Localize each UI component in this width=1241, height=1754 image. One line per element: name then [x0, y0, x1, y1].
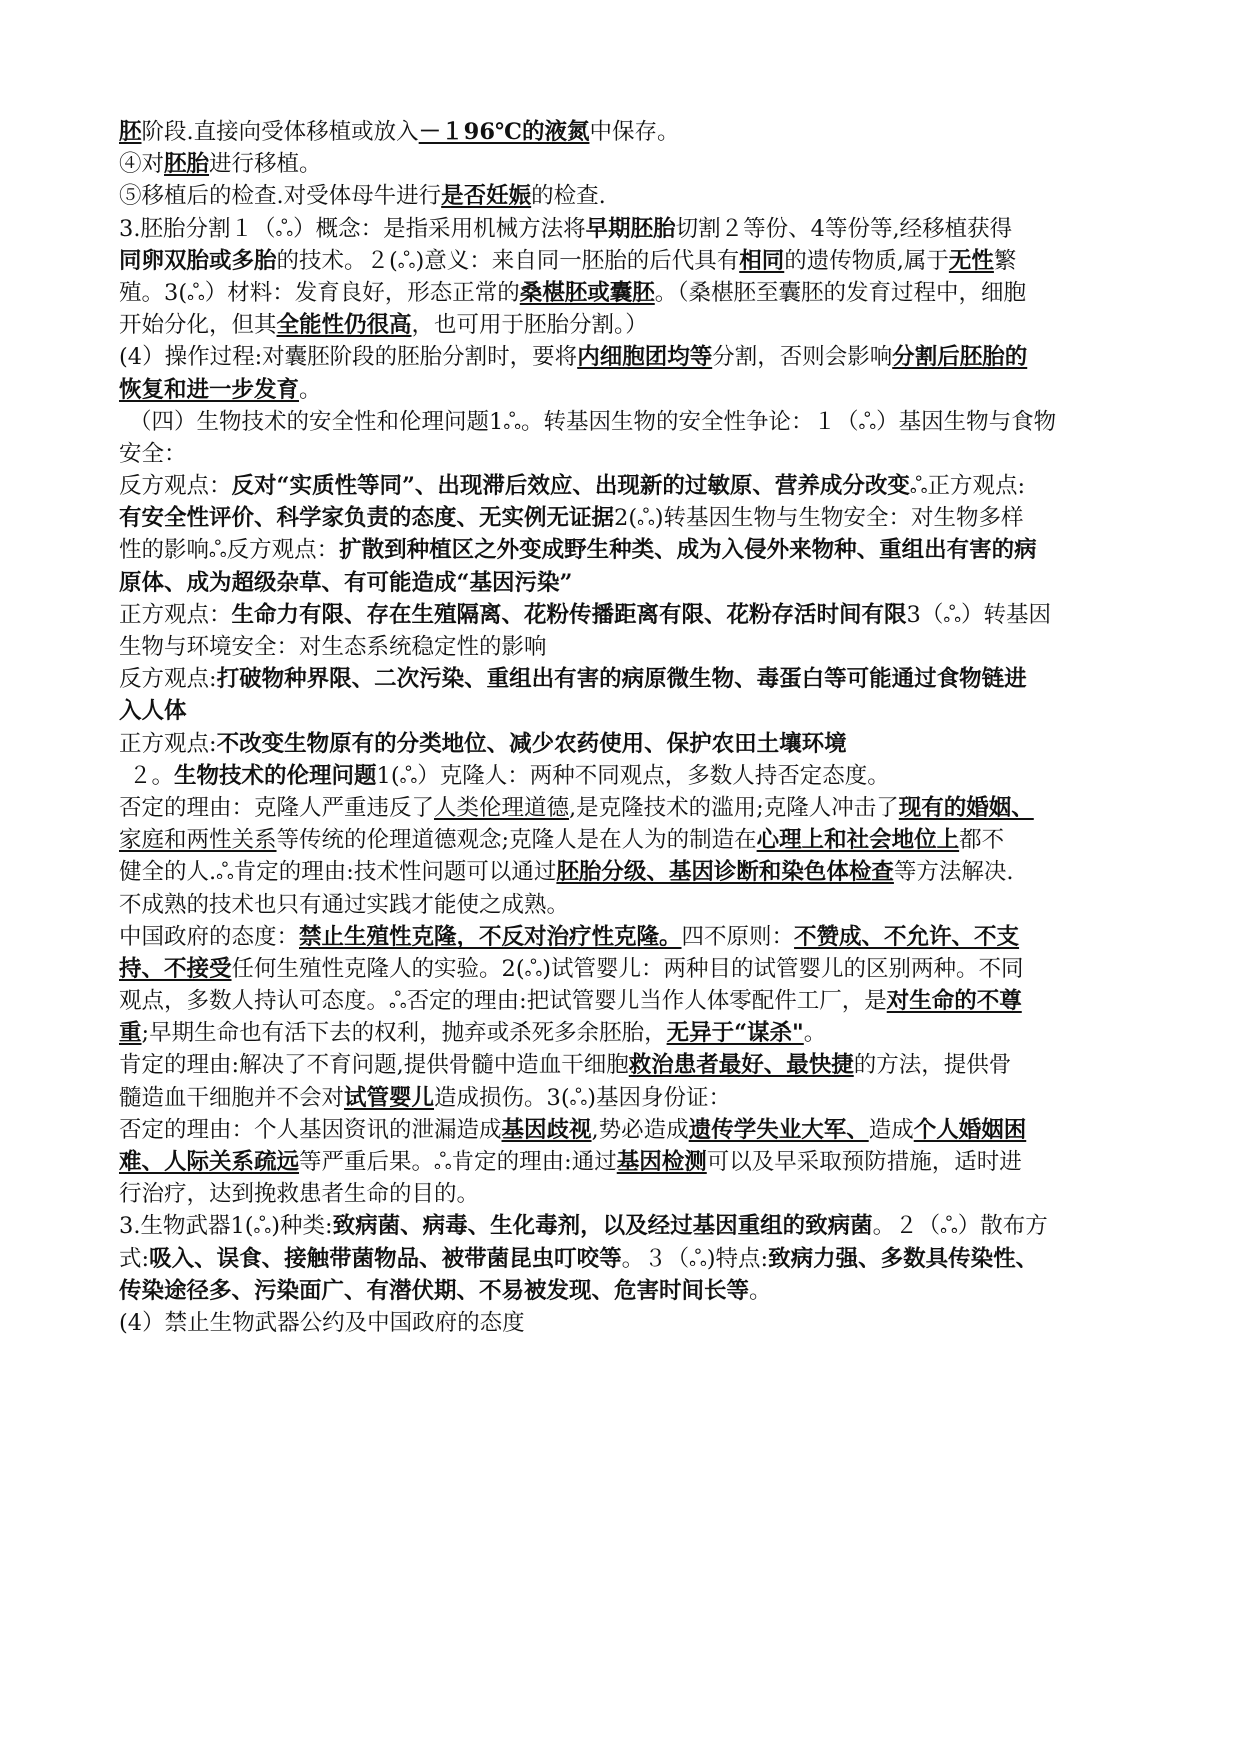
emphasized-text: 对生命的不尊	[886, 988, 1022, 1015]
text-line	[119, 663, 1129, 695]
text-segment: 生物与环境安全：对生态系统稳定性的影响	[119, 634, 547, 660]
text-segment: 任何生殖性克隆人的实验。2(ஃ)试管婴儿：两种目的试管婴儿的区别两种。不同	[231, 955, 1024, 982]
text-line	[119, 1210, 1129, 1242]
emphasized-text: 试管婴儿	[344, 1084, 435, 1111]
emphasized-text: 致病菌、病毒、生化毒剂，以及经过基因重组的致病菌	[332, 1213, 873, 1240]
text-segment: （四）生物技术的安全性和伦理问题1ஃ。转基因生物的安全性争论：１（ஃ）基因生物与食物	[129, 408, 1057, 435]
text-segment: 正方观点:	[119, 730, 217, 757]
emphasized-text: 生命力有限、存在生殖隔离、花粉传播距离有限、花粉存活时间有限	[231, 601, 907, 628]
text-segment: 繁	[993, 247, 1017, 274]
text-segment: 行治疗，达到挽救患者生命的目的。	[119, 1181, 480, 1208]
emphasized-text: －１96℃的液氮	[418, 119, 590, 145]
text-line	[119, 534, 1129, 566]
text-segment: 都不	[959, 827, 1005, 854]
emphasized-text: 无异于“谋杀"	[666, 1020, 804, 1047]
text-line	[119, 921, 1129, 953]
text-line	[119, 1146, 1129, 1178]
text-segment: 1(ஃ）克隆人：两种不同观点，多数人持否定态度。	[376, 762, 890, 789]
text-line	[119, 470, 1129, 502]
emphasized-text: 是否妊娠	[441, 183, 532, 210]
emphasized-text: 个人婚姻困	[913, 1116, 1027, 1143]
text-segment: 安全：	[119, 440, 187, 467]
emphasized-text: 重	[119, 1020, 142, 1047]
emphasized-text: 禁止生殖性克隆，不反对治疗性克隆。	[299, 923, 682, 950]
emphasized-text: 相同	[739, 247, 785, 274]
text-line	[119, 213, 1129, 245]
emphasized-text: 家庭和两性关系	[119, 827, 277, 854]
text-segment: 髓造血干细胞并不会对	[119, 1084, 345, 1111]
text-line	[119, 567, 1129, 599]
emphasized-text: 原体、成为超级杂草、有可能造成“基因污染”	[119, 569, 573, 596]
text-segment: 。	[299, 376, 322, 403]
emphasized-text: 分割后胚胎的	[892, 344, 1028, 371]
emphasized-text: 基因检测	[616, 1149, 707, 1175]
emphasized-text: 有安全性评价、科学家负责的态度、无实例无证据	[119, 505, 615, 532]
text-segment: 切割２等份、4等份等,经移植获得	[675, 215, 1013, 242]
text-segment: ，也可用于胚胎分割。）	[411, 312, 648, 339]
text-segment: 进行移植。	[209, 151, 322, 178]
text-line	[119, 309, 1129, 341]
emphasized-text: 入人体	[119, 698, 187, 725]
text-segment: 的检查.	[531, 183, 606, 210]
emphasized-text: 持、不接受	[119, 955, 232, 982]
text-segment: 。（桑椹胚至囊胚的发育过程中，细胞	[654, 279, 1027, 306]
emphasized-text: 胚胎分级、基因诊断和染色体检查	[556, 859, 894, 886]
text-segment: 等严重后果。ஃ肯定的理由:通过	[299, 1149, 617, 1175]
emphasized-text: 桑椹胚或囊胚	[519, 279, 655, 306]
text-line	[119, 760, 1129, 792]
text-line	[119, 985, 1129, 1017]
text-segment: 正方观点：	[119, 601, 232, 628]
text-segment: 四不原则：	[681, 923, 795, 950]
text-segment: 。	[749, 1277, 772, 1304]
emphasized-text: 传染途径多、污染面广、有潜伏期、不易被发现、危害时间长等	[119, 1277, 750, 1304]
text-segment: 3.胚胎分割１（ஃ）概念：是指采用机械方法将	[119, 215, 586, 242]
text-line	[119, 824, 1129, 856]
text-segment: 阶段.直接向受体移植或放入	[141, 119, 419, 145]
emphasized-text: 同卵双胎或多胎	[119, 247, 277, 274]
text-segment: 分割，否则会影响	[712, 344, 893, 371]
emphasized-text: 反对“实质性等同”、出现滞后效应、出现新的过敏原、营养成分改变	[231, 473, 910, 500]
text-segment: 观点，多数人持认可态度。ஃ否定的理由:把试管婴儿当作人体零配件工厂，是	[119, 988, 887, 1015]
text-segment: ２。	[129, 762, 175, 789]
emphasized-text: 打破物种界限、二次污染、重组出有害的病原微生物、毒蛋白等可能通过食物链进	[216, 666, 1027, 693]
emphasized-text: 恢复和进一步发育	[119, 376, 300, 403]
emphasized-text: 心理上和社会地位上	[756, 827, 960, 854]
text-line	[119, 1114, 1129, 1146]
text-segment: 。	[803, 1020, 827, 1047]
emphasized-text: 扩散到种植区之外变成野生种类、成为入侵外来物种、重组出有害的病	[339, 537, 1037, 564]
text-line	[119, 1243, 1129, 1275]
text-segment: 否定的理由：克隆人严重违反了	[119, 794, 435, 821]
text-line	[119, 856, 1129, 888]
emphasized-text: 现有的婚姻、	[898, 794, 1034, 821]
emphasized-text: 胚胎	[164, 151, 210, 178]
text-segment: ;早期生命也有活下去的权利，抛弃或杀死多余胚胎，	[141, 1020, 667, 1047]
text-segment: 等传统的伦理道德观念;克隆人是在人为的制造在	[276, 827, 757, 854]
text-line	[119, 1307, 1129, 1339]
text-line	[119, 1082, 1129, 1114]
text-segment: 肯定的理由:解决了不育问题,提供骨髓中造血干细胞	[119, 1052, 629, 1079]
text-segment: 造成损伤。3(ஃ)基因身份证：	[434, 1084, 732, 1111]
text-line	[119, 889, 1129, 921]
text-segment: 可以及早采取预防措施，适时进	[706, 1149, 1022, 1175]
text-segment: 的技术。２(ஃ)意义：来自同一胚胎的后代具有	[276, 247, 740, 274]
text-segment: 殖。3(ஃ）材料：发育良好，形态正常的	[119, 279, 520, 306]
text-line	[119, 599, 1129, 631]
text-segment: 健全的人.ஃ肯定的理由:技术性问题可以通过	[119, 859, 557, 886]
emphasized-text: 早期胚胎	[585, 215, 676, 242]
text-line	[119, 374, 1129, 406]
text-segment: 2(ஃ)转基因生物与生物安全：对生物多样	[614, 505, 1024, 532]
emphasized-text: 难、人际关系疏远	[119, 1149, 300, 1175]
text-segment: 3.生物武器1(ஃ)种类:	[119, 1213, 333, 1240]
text-line	[119, 406, 1129, 438]
text-segment: 。２（ஃ）散布方	[872, 1213, 1048, 1240]
text-segment: 否定的理由：个人基因资讯的泄漏造成	[119, 1116, 502, 1143]
text-line	[119, 438, 1129, 470]
text-line	[119, 1049, 1129, 1081]
text-segment: 性的影响ஃ反方观点：	[119, 537, 340, 564]
emphasized-text: 胚	[119, 119, 142, 145]
text-line	[119, 148, 1129, 180]
emphasized-text: 不改变生物原有的分类地位、减少农药使用、保护农田土壤环境	[216, 730, 847, 757]
text-line	[119, 631, 1129, 663]
text-line	[119, 277, 1129, 309]
text-line	[119, 792, 1129, 824]
text-segment: (4）操作过程:对囊胚阶段的胚胎分割时，要将	[119, 344, 578, 371]
text-segment: (4）禁止生物武器公约及中国政府的态度	[119, 1309, 525, 1336]
text-segment: 等方法解决.	[893, 859, 1014, 886]
emphasized-text: 内细胞团均等	[577, 344, 713, 371]
text-segment: 中保存。	[589, 119, 680, 145]
text-line	[119, 1017, 1129, 1049]
emphasized-text: 生物技术的伦理问题	[174, 762, 377, 789]
text-line	[119, 1178, 1129, 1210]
text-segment: 反方观点：	[119, 473, 232, 500]
emphasized-text: 基因歧视	[501, 1116, 592, 1143]
text-segment: 式:	[119, 1245, 150, 1272]
text-segment: 开始分化，但其	[119, 312, 277, 339]
text-line	[119, 1275, 1129, 1307]
text-segment: 中国政府的态度：	[119, 923, 300, 950]
text-segment: 不成熟的技术也只有通过实践才能使之成熟。	[119, 891, 570, 918]
text-segment: ④对	[119, 151, 165, 178]
text-segment: 。３（ஃ)特点:	[621, 1245, 769, 1272]
emphasized-text: 遗传学失业大军、	[688, 1116, 869, 1143]
emphasized-text: 不赞成、不允许、不支	[794, 923, 1020, 950]
text-line	[119, 180, 1129, 212]
text-line	[119, 502, 1129, 534]
emphasized-text: 致病力强、多数具传染性、	[768, 1245, 1039, 1272]
emphasized-text: 全能性仍很高	[276, 312, 412, 339]
text-segment: 反方观点:	[119, 666, 217, 693]
text-segment: 3（ஃ）转基因	[906, 601, 1051, 628]
text-line	[119, 695, 1129, 727]
text-segment: ⑤移植后的检查.对受体母牛进行	[119, 183, 442, 210]
text-segment: ஃ正方观点:	[909, 473, 1026, 500]
text-segment: 的遗传物质,属于	[784, 247, 949, 274]
emphasized-text: 人类伦理道德	[434, 794, 570, 821]
emphasized-text: 吸入、误食、接触带菌物品、被带菌昆虫叮咬等	[149, 1245, 622, 1272]
text-line	[119, 341, 1129, 373]
text-segment: 造成	[868, 1116, 914, 1143]
text-line	[119, 728, 1129, 760]
text-segment: ,势必造成	[591, 1116, 689, 1143]
text-line	[119, 116, 1129, 148]
text-segment: 的方法，提供骨	[853, 1052, 1012, 1079]
text-segment: ,是克隆技术的滥用;克隆人冲击了	[569, 794, 899, 821]
text-line	[119, 245, 1129, 277]
emphasized-text: 救治患者最好、最快捷	[628, 1052, 854, 1079]
emphasized-text: 无性	[948, 247, 994, 274]
document-body	[119, 116, 1129, 1339]
text-line	[119, 953, 1129, 985]
